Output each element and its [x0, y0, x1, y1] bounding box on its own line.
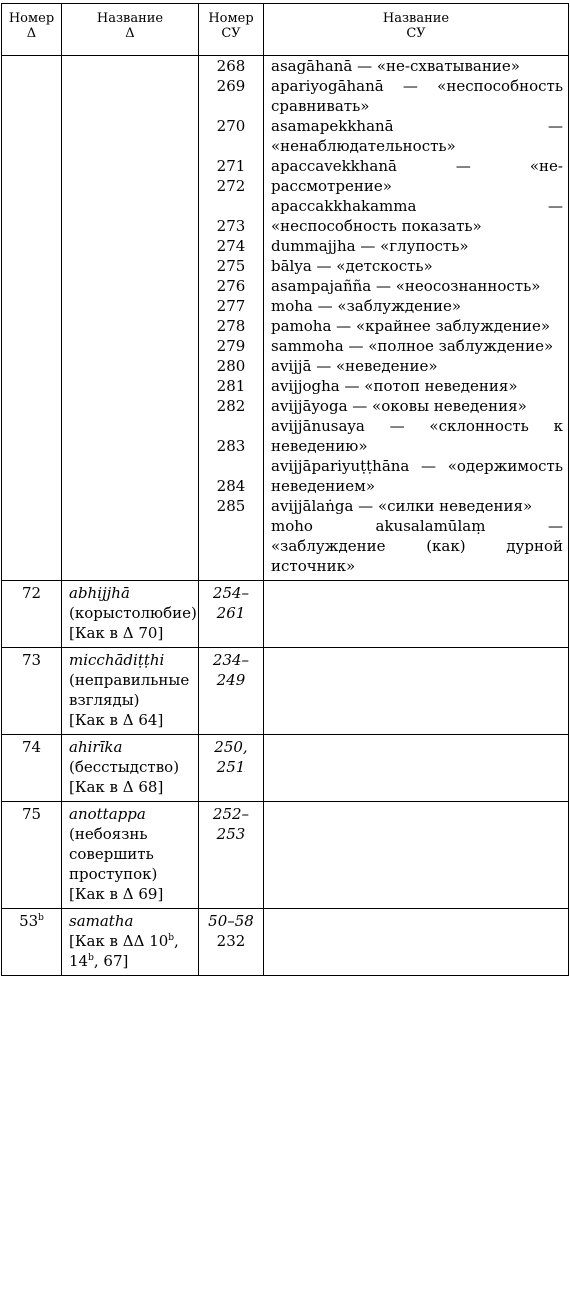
table-row — [2, 735, 569, 802]
su-number: 272 — [216, 177, 246, 195]
delta-name — [62, 802, 199, 909]
su-number: 270 — [216, 117, 246, 135]
su-number: 278 — [216, 317, 246, 335]
empty-cell — [264, 909, 569, 976]
header-row — [2, 4, 569, 56]
su-term: asampajañña — «неосознанность» — [271, 277, 541, 295]
su-range: 252–253 — [212, 805, 250, 843]
su-term: asagāhanā — «не-схватывание» — [271, 57, 520, 75]
superscript: b — [168, 933, 175, 943]
su-number-range — [199, 909, 264, 976]
su-number: 277 — [216, 297, 246, 315]
su-number: 279 — [216, 337, 246, 355]
delta-number: 72 — [2, 581, 62, 648]
empty-cell — [2, 56, 62, 581]
delta-name — [62, 581, 199, 648]
delta-name — [62, 909, 199, 976]
su-number: 274 — [216, 237, 246, 255]
su-term-list — [264, 56, 569, 581]
su-term: avijjāyoga — «оковы неведения» — [271, 397, 527, 415]
empty-cell — [264, 802, 569, 909]
cross-reference: [Как в Δ 68] — [69, 778, 164, 796]
su-term: apaccavekkhanā — «не-рассмотрение» — [271, 157, 563, 195]
su-number-range — [199, 802, 264, 909]
ref-part: , 67] — [93, 952, 129, 970]
su-number-range — [199, 648, 264, 735]
su-number: 269 — [216, 77, 246, 95]
su-term: moho akusalamūlaṃ — «заблуждение (как) дурной источник» — [271, 517, 563, 575]
gloss: (корыстолюбие) — [69, 604, 197, 622]
table-row — [2, 909, 569, 976]
su-term: moha — «заблуждение» — [271, 297, 462, 315]
su-range: 50–58 — [208, 912, 254, 930]
table-row — [2, 581, 569, 648]
number-value: 53 — [19, 912, 39, 930]
gloss: (небоязнь совершить проступок) — [69, 825, 158, 883]
su-term: pamoha — «крайнее заблуждение» — [271, 317, 551, 335]
delta-name — [62, 648, 199, 735]
correspondence-table — [1, 3, 569, 976]
su-number: 232 — [216, 932, 246, 950]
header-text: Δ — [125, 26, 135, 41]
su-range: 254–261 — [212, 584, 250, 622]
header-text: Δ — [26, 26, 37, 41]
su-number: 276 — [216, 277, 246, 295]
cross-reference: [Как в Δ 69] — [69, 885, 164, 903]
empty-cell — [62, 56, 199, 581]
header-text: СУ — [406, 26, 426, 41]
su-number-range — [199, 581, 264, 648]
header-number-delta — [2, 4, 62, 56]
header-name-su — [264, 4, 569, 56]
su-number-range — [199, 735, 264, 802]
delta-number: 73 — [2, 648, 62, 735]
su-term: avijjā — «неведение» — [271, 357, 438, 375]
su-term: dummajjha — «глупость» — [271, 237, 469, 255]
su-number: 284 — [216, 477, 246, 495]
delta-number: 75 — [2, 802, 62, 909]
header-text: Название — [96, 11, 164, 26]
header-text: СУ — [221, 26, 241, 41]
empty-cell — [264, 648, 569, 735]
gloss: (неправильные взгляды) — [69, 671, 190, 709]
pali-term: anottappa — [69, 805, 146, 823]
su-number: 280 — [216, 357, 246, 375]
su-range: 250, 251 — [214, 738, 248, 776]
superscript: b — [88, 953, 94, 963]
cross-reference: [Как в Δ 70] — [69, 624, 164, 642]
su-range: 234–249 — [212, 651, 250, 689]
su-number: 271 — [216, 157, 246, 175]
pali-term: ahirīka — [69, 738, 123, 756]
header-text: Название — [382, 11, 450, 26]
delta-number: 74 — [2, 735, 62, 802]
su-term: sammoha — «полное заблуждение» — [271, 337, 554, 355]
su-block-row — [2, 56, 569, 581]
cross-reference: [Как в Δ 64] — [69, 711, 164, 729]
su-term: apaccakkhakamma — «неспособность показать» — [271, 197, 563, 235]
pali-term: abhijjhā — [69, 584, 130, 602]
ref-part: [Как в ΔΔ 10 — [69, 932, 169, 950]
su-term: avijjāpariyuṭṭhāna — «одержимость неведением» — [271, 457, 563, 495]
table-row — [2, 802, 569, 909]
su-term: apariyogāhanā — «неспособность сравнивать» — [271, 77, 563, 115]
su-number: 285 — [216, 497, 246, 515]
su-number: 268 — [216, 57, 246, 75]
empty-cell — [264, 735, 569, 802]
delta-number — [2, 909, 62, 976]
delta-name — [62, 735, 199, 802]
pali-term: samatha — [69, 912, 134, 930]
su-term: avijjogha — «потоп неведения» — [271, 377, 518, 395]
su-term: asamapekkhanā — «ненаблюдательность» — [271, 117, 563, 155]
header-text: Номер — [8, 11, 55, 26]
su-term: avijjālaṅga — «силки неведения» — [271, 497, 533, 515]
su-number-list — [199, 56, 264, 581]
pali-term: micchādiṭṭhi — [69, 651, 165, 669]
header-name-delta — [62, 4, 199, 56]
empty-cell — [264, 581, 569, 648]
table-row — [2, 648, 569, 735]
su-number: 283 — [216, 437, 246, 455]
su-number: 282 — [216, 397, 246, 415]
su-term: bālya — «детскость» — [271, 257, 433, 275]
superscript: b — [38, 913, 44, 923]
ref-part: , 14 — [69, 932, 179, 970]
su-term: avijjānusaya — «склонность к неведению» — [271, 417, 563, 455]
su-number: 273 — [216, 217, 246, 235]
header-text: Номер — [208, 11, 254, 26]
gloss: (бесстыдство) — [69, 758, 180, 776]
cross-reference — [69, 932, 179, 970]
header-number-su — [199, 4, 264, 56]
su-number: 281 — [216, 377, 246, 395]
su-number: 275 — [216, 257, 246, 275]
